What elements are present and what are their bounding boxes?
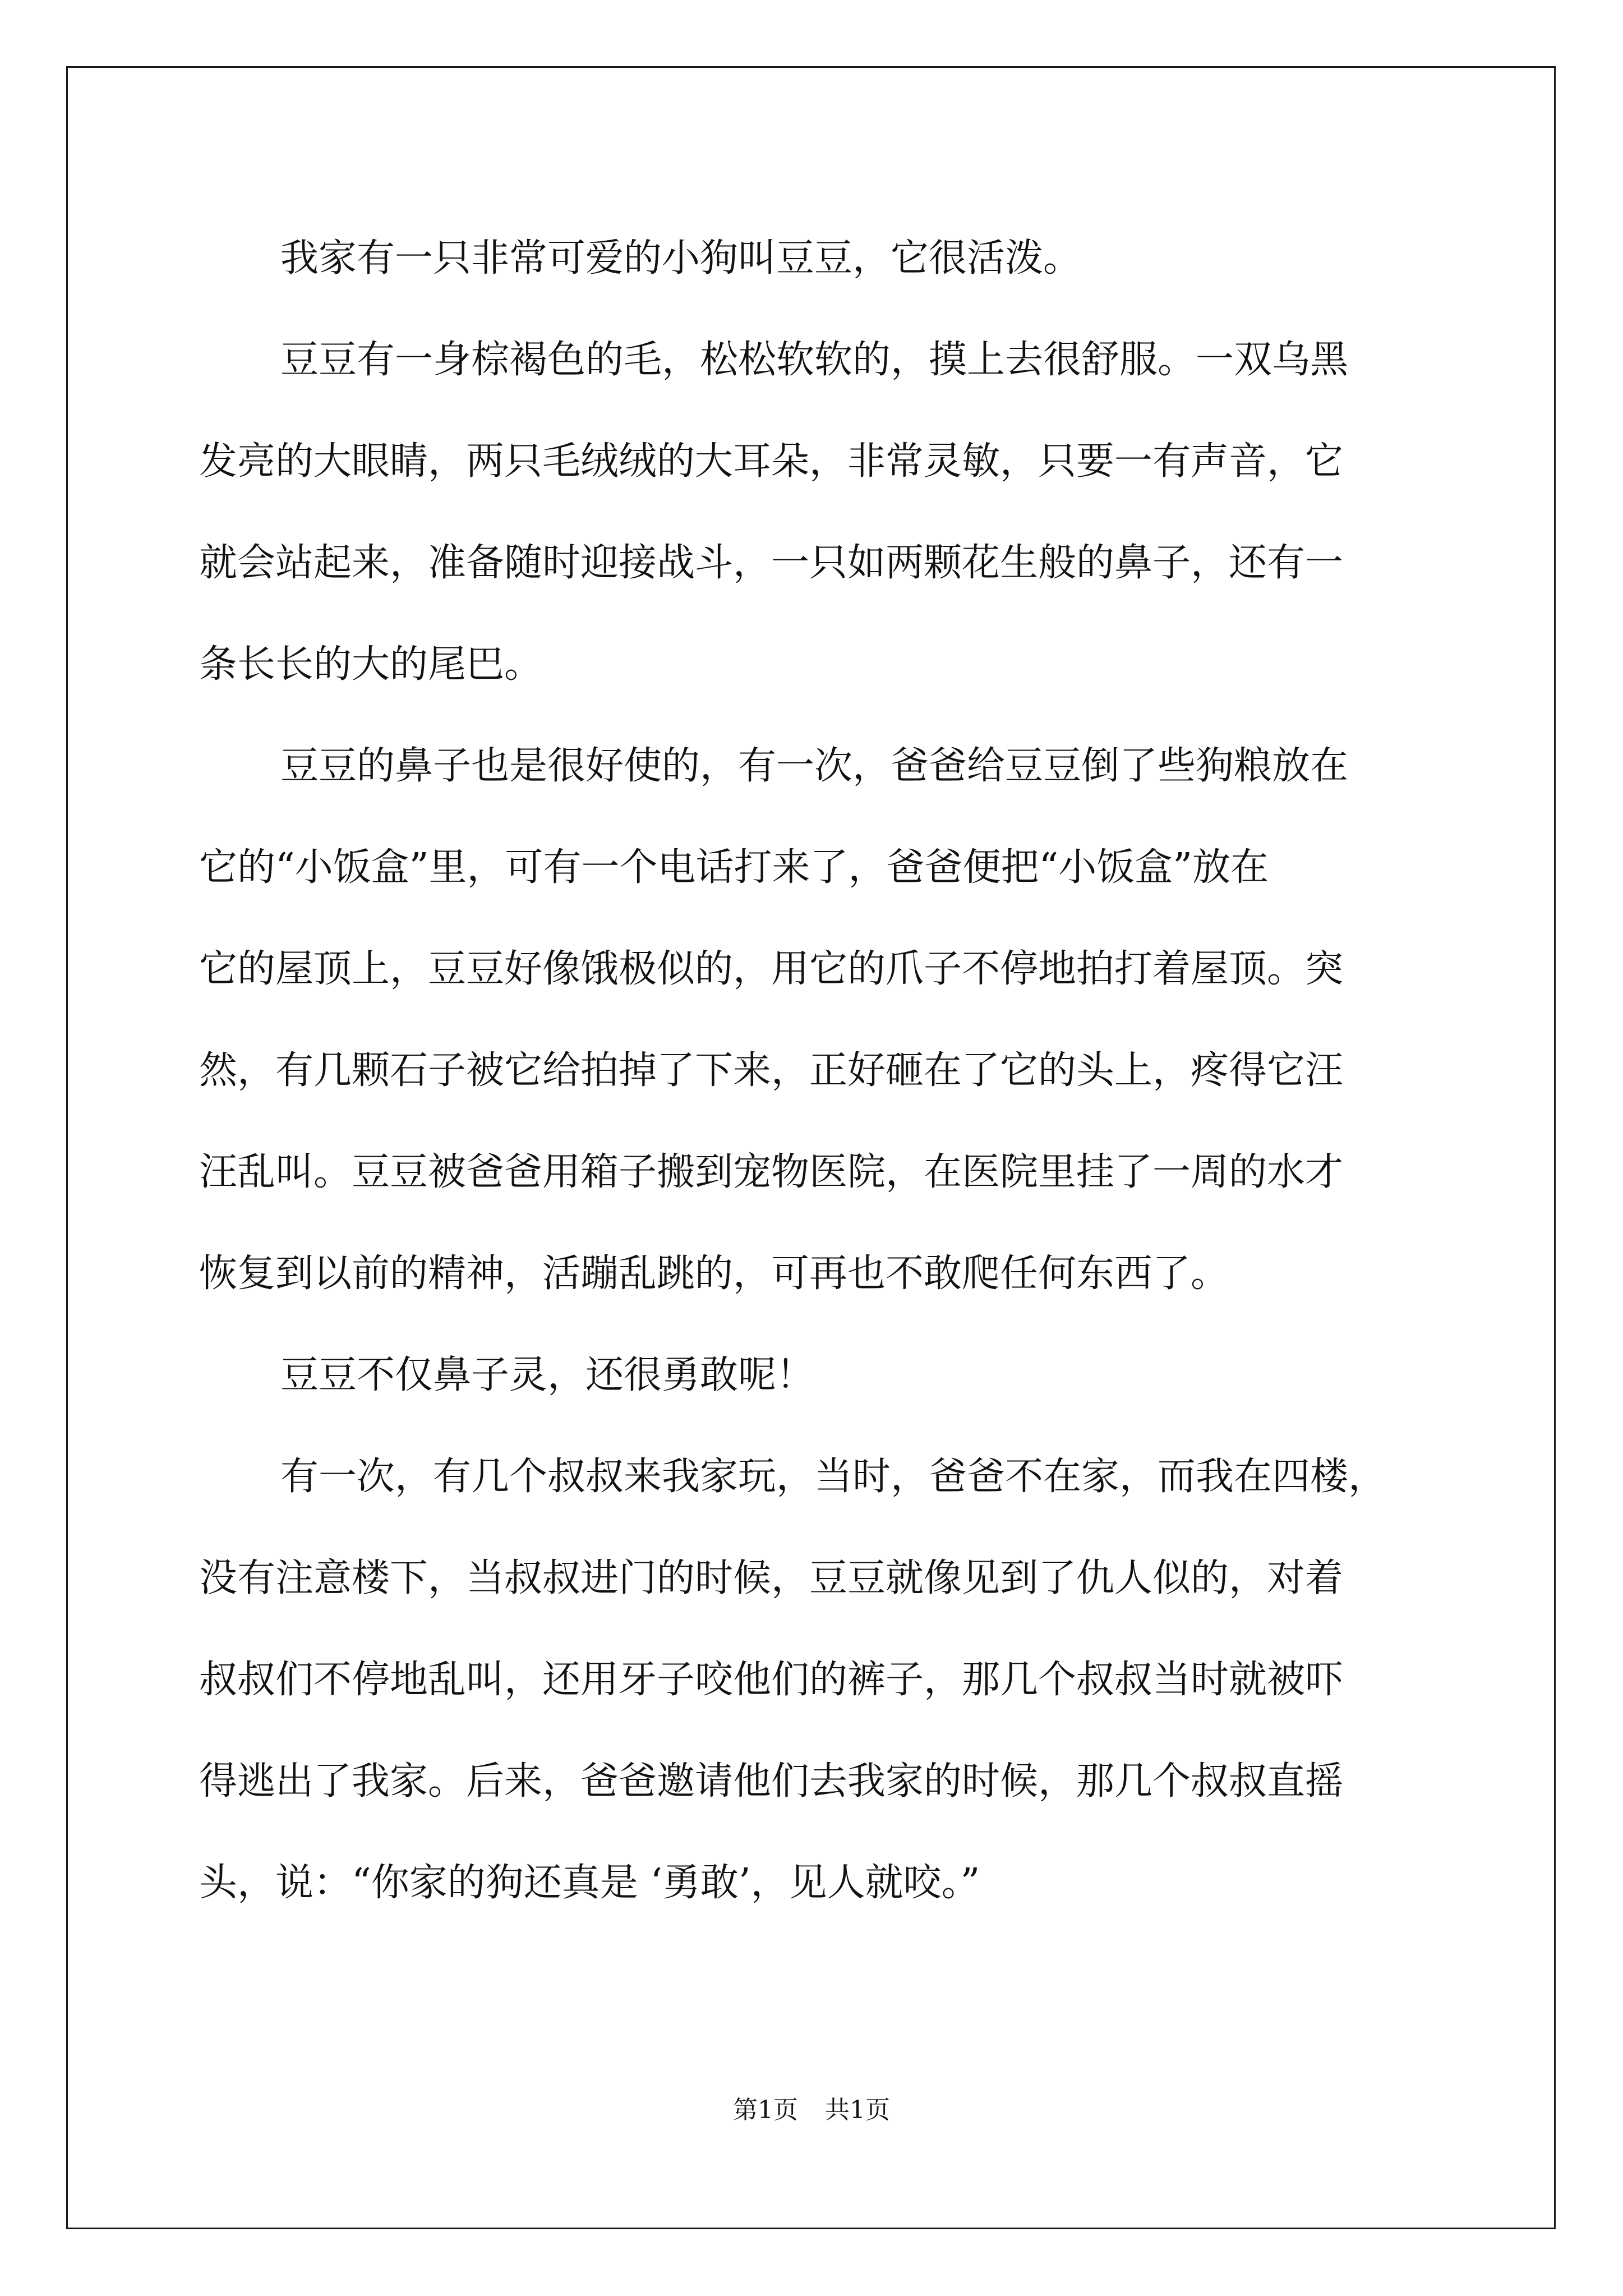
text-line: 发亮的大眼睛，两只毛绒绒的大耳朵，非常灵敏，只要一有声音，它 [199, 439, 1344, 484]
text-line: 没有注意楼下，当叔叔进门的时候，豆豆就像见到了仇人似的，对着 [199, 1556, 1344, 1600]
page-number: 第1页 [733, 2096, 798, 2124]
text-line: 得逃出了我家。后来，爸爸邀请他们去我家的时候，那几个叔叔直摇 [199, 1759, 1344, 1803]
text-line: 然，有几颗石子被它给拍掉了下来，正好砸在了它的头上，疼得它汪 [199, 1048, 1344, 1093]
text-line: 豆豆的鼻子也是很好使的，有一次，爸爸给豆豆倒了些狗粮放在 [280, 744, 1349, 788]
text-line: 叔叔们不停地乱叫，还用牙子咬他们的裤子，那几个叔叔当时就被吓 [199, 1658, 1344, 1702]
text-line: 条长长的大的尾巴。 [199, 642, 543, 687]
document-body [199, 208, 1427, 1934]
page-footer [0, 2090, 1623, 2125]
text-line: 头，说：“你家的狗还真是 ‘勇敢’，见人就咬。” [199, 1861, 980, 1905]
text-line: 有一次，有几个叔叔来我家玩，当时，爸爸不在家，而我在四楼， [280, 1455, 1387, 1499]
text-line: 就会站起来，准备随时迎接战斗，一只如两颗花生般的鼻子，还有一 [199, 541, 1344, 585]
text-line: 恢复到以前的精神，活蹦乱跳的，可再也不敢爬任何东西了。 [199, 1251, 1229, 1296]
page-total: 共1页 [825, 2096, 890, 2124]
text-line: 汪乱叫。豆豆被爸爸用箱子搬到宠物医院，在医院里挂了一周的水才 [199, 1150, 1344, 1194]
text-line: 它的屋顶上，豆豆好像饿极似的，用它的爪子不停地拍打着屋顶。突 [199, 947, 1344, 991]
text-line: 豆豆不仅鼻子灵，还很勇敢呢！ [280, 1353, 815, 1397]
text-line: 它的“小饭盒”里，可有一个电话打来了，爸爸便把“小饭盒”放在 [199, 845, 1269, 890]
text-line: 我家有一只非常可爱的小狗叫豆豆，它很活泼。 [280, 236, 1082, 280]
text-line: 豆豆有一身棕褐色的毛，松松软软的，摸上去很舒服。一双乌黑 [280, 338, 1349, 382]
